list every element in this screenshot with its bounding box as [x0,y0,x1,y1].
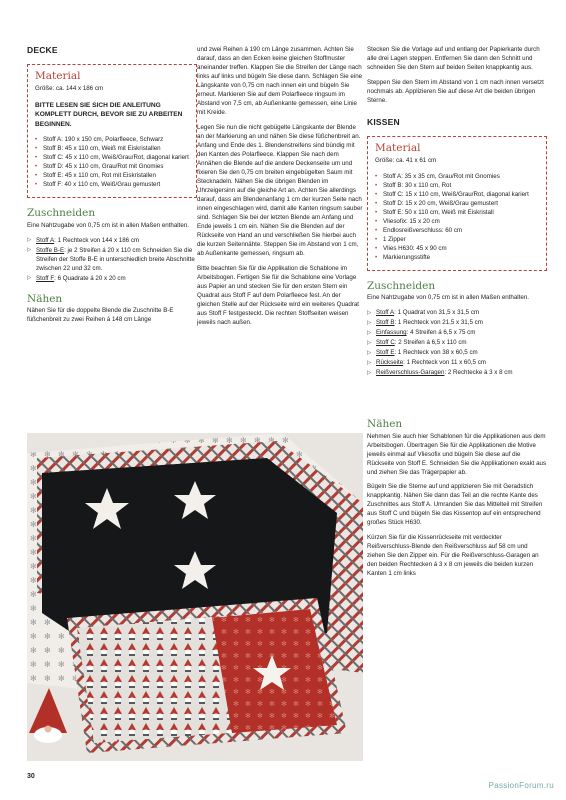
column-1 [27,44,197,325]
list-item: ▷ Stoff F: 6 Quadrate á 20 x 20 cm [27,275,197,284]
list-item: • 1 Zipper [375,236,539,245]
naehen-text: Nähen Sie für die doppelte Blende die Zuschnitte B-E füßchenbreit zu zwei Reihen á 148 cm Länge [27,307,174,324]
list-item: ▷ Einfassung: 4 Streifen á 6,5 x 75 cm [367,329,547,338]
list-item: • Endlosreißverschluss: 60 cm [375,227,539,236]
list-item: • Stoff E: 45 x 110 cm, Rot mit Eiskristallen [35,172,189,181]
list-item: • Vlies H630: 45 x 90 cm [375,245,539,254]
list-item: ▷ Stoff A: 1 Rechteck von 144 x 186 cm [27,237,197,246]
column-2 [197,44,363,328]
section-title-decke: DECKE [27,45,58,55]
list-item: • Stoff D: 15 x 20 cm, Weiß/Grau gemustert [375,200,539,209]
list-item: ▷ Reißverschluss-Garagen: 2 Rechtecke á 3 x 8 cm [367,369,547,378]
section-title-kissen: KISSEN [367,116,400,127]
list-item: ▷ Rückseite: 1 Rechteck von 11 x 60,5 cm [367,359,547,368]
list-item: ▷ Stoffe B-E: je 2 Streifen á 20 x 110 cm Schneiden Sie die Streifen der Stoffe B-E in unterschiedlich breite Abschnitte zwischen 22 und 32 cm. [27,247,197,274]
list-item: ▷ Stoff A: 1 Quadrat von 31,5 x 31,5 cm [367,309,547,318]
paragraph: Steppen Sie den Stern im Abstand von 1 cm nach innen versetzt nochmals ab. Applizieren Sie auf diese Art die beiden übrigen Sterne. [367,78,544,104]
list-item: • Stoff B: 45 x 110 cm, Weiß mit Eiskristallen [35,145,189,154]
material-list [375,173,539,263]
list-item: ▷ Stoff E: 1 Rechteck von 38 x 60,5 cm [367,349,547,358]
material-size: Größe: ca. 144 x 186 cm [35,84,104,92]
zuschneiden-intro: Eine Nahtzugabe von 0,75 cm ist in allen Maßen enthalten. [367,294,530,302]
list-item: • Stoff D: 45 x 110 cm, Grau/Rot mit Gnomies [35,163,189,172]
material-list [35,136,189,190]
page-number: 30 [27,773,35,780]
material-heading: Material [35,70,81,83]
paragraph: Bitte beachten Sie für die Applikation die Schablone im Arbeitsbogen. Fertigen Sie für die Schablone eine Vorlage aus Papier an und stecken Sie für den ersten Stern ein Quadrat aus Stoff F auf dem Polarfleece fest. An der gleichen Stelle auf der Rückseite wird ein weiteres Quadrat aus Stoff F festgesteckt. Die rechten Stoffseiten weisen jeweils nach außen. [197,264,359,326]
zuschneiden-list [27,237,197,284]
paragraph: Kürzen Sie für die Kissenrückseite mit verdeckter Reißverschluss-Blende den Reißverschluss auf 58 cm und ziehen Sie den Zipper ein. Für die Reißverschluss-Garagen an den beiden Rechtecken á 3 x 8 cm jeweils die beiden kurzen Kanten 1 cm links [367,534,539,578]
zuschneiden-list [367,309,547,378]
list-item: • Stoff A: 190 x 150 cm, Polarfleece, Schwarz [35,136,189,145]
material-box-kissen [367,136,547,270]
list-item: • Stoff C: 15 x 110 cm, Weiß/Grau/Rot, diagonal kariert [375,191,539,200]
naehen-heading: Nähen [367,418,403,431]
list-item: • Stoff F: 40 x 110 cm, Weiß/Grau gemustert [35,181,189,190]
list-item: • Stoff B: 30 x 110 cm, Rot [375,182,539,191]
photo-blanket-pillow [27,433,363,761]
column-3 [367,44,547,579]
material-heading: Material [375,142,421,155]
list-item: ▷ Stoff B: 1 Rechteck von 21,5 x 31,5 cm [367,319,547,328]
list-item: • Stoff A: 35 x 35 cm, Grau/Rot mit Gnomies [375,173,539,182]
paragraph: Bügeln Sie die Sterne auf und applizieren Sie mit Geradstich knappkantig. Nähen Sie dann das Teil an die rechte Kante des Zuschnittes aus Stoff A. Umranden Sie das Mittelteil mit Streifen aus Stoff C und bügeln Sie das Kissentop auf ein entsprechend großes Stück H630. [367,483,543,527]
paragraph: Legen Sie nun die nicht gebügelte Längskante der Blende an der Markierung an und nähen Sie diese füßchenbreit an. Anfang und Ende des 1. Blendenstreifens sind bündig mit den Kanten des Polarfleece. Klappen Sie nach dem Annähen die Blende auf die andere Deckenseite um und fixieren Sie den 0,75 cm breiten eingebügelten Saum mit Stecknadeln. Nähen Sie die übrigen Blenden im Uhrzeigersinn auf die gleiche Art an. Achten Sie allerdings darauf, dass am Blendenanfang 1 cm der kurzen Seite nach innen eingeschlagen wird, damit alle Kanten ringsum sauber sind. Schlagen Sie bei der letzten Blende am Anfang und Ende jeweils 1 cm ein. Nähen Sie die Blenden auf der Rückseite von Hand an und verschließen Sie hierbei auch die kurzen Seitennähte. Steppen Sie im Abstand von 1 cm, ab Außenkante gemessen, ringsum ab. [197,123,363,257]
photo-illustration [27,433,363,761]
naehen-heading: Nähen [27,292,63,305]
list-item: • Stoff E: 50 x 110 cm, Weiß mit Eiskristall [375,209,539,218]
list-item: • Markierungsstifte [375,254,539,263]
watermark: PassionForum.ru [488,781,554,790]
warning-text: BITTE LESEN SIE SICH DIE ANLEITUNG KOMPLETT DURCH, BEVOR SIE ZU ARBEITEN BEGINNEN. [35,101,183,128]
paragraph: und zwei Reihen á 190 cm Länge zusammen. Achten Sie darauf, dass an den Ecken keine gleichen Stoffmuster aneinander treffen. Klappen Sie die Streifen der Länge nach links auf links und bügeln Sie diese dann. Schlagen Sie eine Längskante von 0,75 cm nach innen ein und bügeln Sie erneut. Markieren Sie auf dem Polarfleece ringsum im Abstand von 7,5 cm, ab Außenkante gemessen, eine Linie mit Kreide. [197,46,363,116]
list-item: • Vliesofix: 15 x 20 cm [375,218,539,227]
zuschneiden-heading: Zuschneiden [367,279,436,292]
list-item: ▷ Stoff C: 2 Streifen á 6,5 x 110 cm [367,339,547,348]
paragraph: Stecken Sie die Vorlage auf und entlang der Papierkante durch alle drei Lagen steppen. Entfernen Sie dann den Schnitt und schneiden Sie den Stern auf beiden Seiten knappkantig aus. [367,46,540,71]
list-item: • Stoff C: 45 x 110 cm, Weiß/Grau/Rot, diagonal kariert [35,154,189,163]
material-size: Größe: ca. 41 x 61 cm [375,156,437,164]
paragraph: Nehmen Sie auch hier Schablonen für die Applikationen aus dem Arbeitsbogen. Übertragen Sie für die Applikationen die Motive jeweils einmal auf Vliesofix und bügeln Sie diese auf die Rückseite von Stoff E. Schneiden Sie die Applikationen exakt aus und ziehen Sie das Trägerpapier ab. [367,432,547,476]
zuschneiden-intro: Eine Nahtzugabe von 0,75 cm ist in allen Maßen enthalten. [27,221,190,229]
material-box-decke [27,64,197,198]
zuschneiden-heading: Zuschneiden [27,207,96,220]
